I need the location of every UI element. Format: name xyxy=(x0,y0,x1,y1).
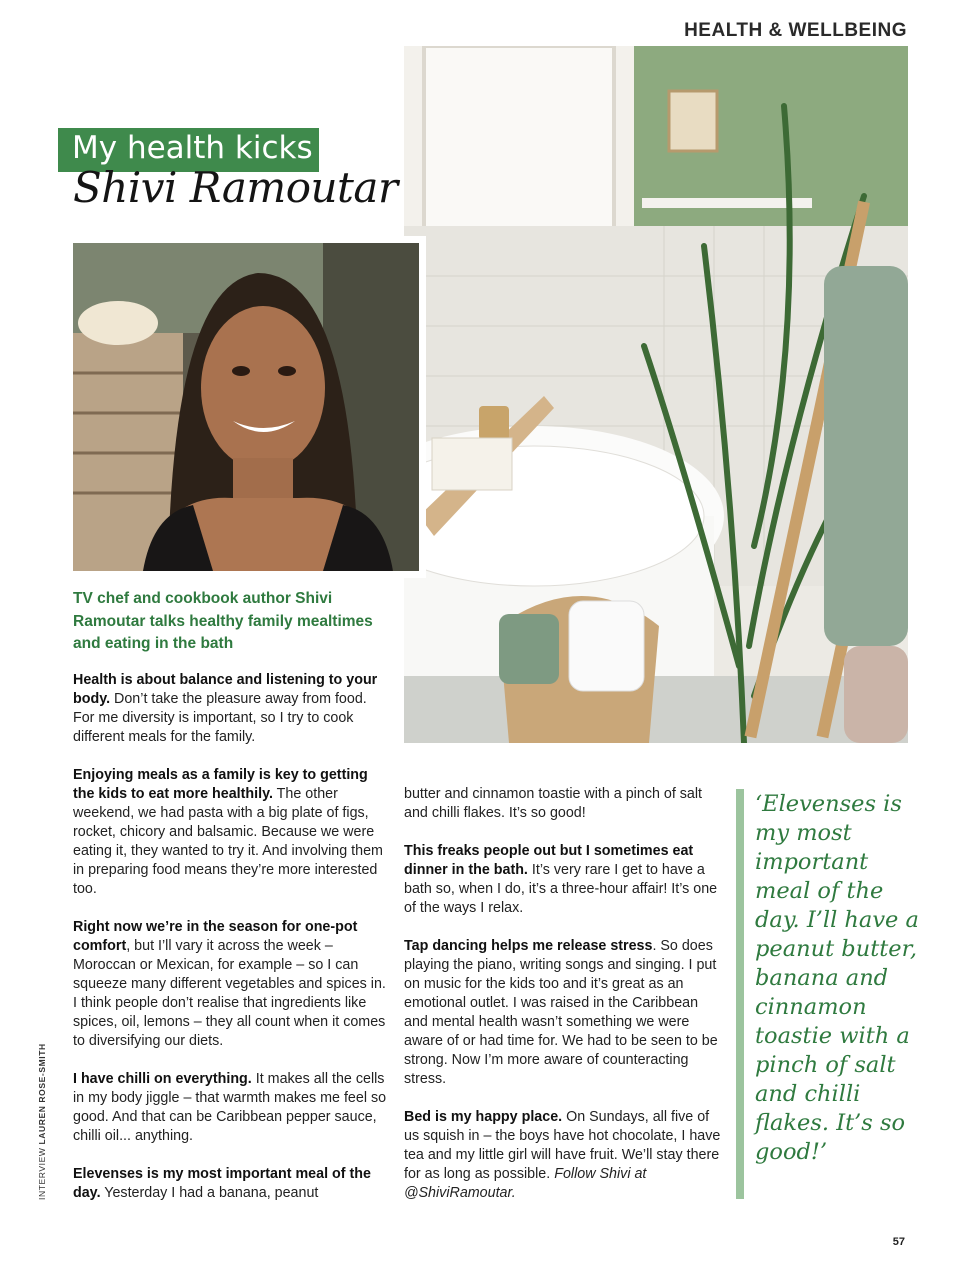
interview-credit: INTERVIEW LAUREN ROSE-SMITH xyxy=(37,1043,47,1200)
portrait-photo xyxy=(66,236,426,578)
paragraph: I have chilli on everything. It makes all the cells in my body jiggle – that warmth makes me feel so good. And that can be Caribbean pepper sauce, chilli oil... anything. xyxy=(73,1071,387,1144)
bathroom-photo xyxy=(404,46,908,743)
pullquote-bar xyxy=(736,789,744,1199)
paragraph: This freaks people out but I sometimes eat dinner in the bath. It’s very rare I get to have a bath so, when I do, it’s a three-hour affair! It’s one of the ways I relax. xyxy=(404,843,718,916)
follow-handle: Follow Shivi at @ShiviRamoutar. xyxy=(404,1166,647,1201)
paragraph: Health is about balance and listening to your body. Don’t take the pleasure away from food. For me diversity is important, so I try to cook different meals for the family. xyxy=(73,672,378,745)
article-column-1 xyxy=(73,671,391,1222)
paragraph: Right now we’re in the season for one-pot comfort, but I’ll vary it across the week – Moroccan or Mexican, for example – so I can squeeze many different vegetables and spices in. I think people don’t realise that ingredients like spices, oil, lemons – they all count when it comes to diversifying our diets. xyxy=(73,919,386,1049)
interviewee-name: Shivi Ramoutar xyxy=(73,163,398,212)
standfirst: TV chef and cookbook author Shivi Ramoutar talks healthy family mealtimes and eating in the bath xyxy=(73,590,373,652)
paragraph: butter and cinnamon toastie with a pinch of salt and chilli flakes. It’s so good! xyxy=(404,786,703,821)
paragraph: Elevenses is my most important meal of the day. Yesterday I had a banana, peanut xyxy=(73,1166,371,1201)
pullquote: ‘Elevenses is my most important meal of the day. I’ll have a peanut butter, banana and cinnamon toastie with a pinch of salt and chilli flakes. It’s so good!’ xyxy=(755,791,919,1165)
section-header: HEALTH & WELLBEING xyxy=(684,20,907,41)
paragraph: Tap dancing helps me release stress. So does playing the piano, writing songs and singing. I put on music for the kids too and it’s great as an emotional outlet. I was raised in the Caribbean and mental health wasn’t something we were aware of or had time for. We had to be seen to be strong. Now I’m more aware of counteracting stress. xyxy=(404,938,718,1087)
article-column-2 xyxy=(404,785,724,1222)
kicker-label: My health kicks xyxy=(58,128,319,172)
paragraph: Bed is my happy place. On Sundays, all five of us squish in – the boys have hot chocolate, I have tea and my little girl will have fruit. We’ll stay there for as long as possible. Follow Shivi at @ShiviRamoutar. xyxy=(404,1109,721,1201)
page-number: 57 xyxy=(892,1236,905,1248)
paragraph: Enjoying meals as a family is key to getting the kids to eat more healthily. The other weekend, we had pasta with a big plate of figs, rocket, chicory and balsamic. Because we were eating it, they wanted to try it. And involving them in preparing food means they’re more interested too. xyxy=(73,767,383,897)
